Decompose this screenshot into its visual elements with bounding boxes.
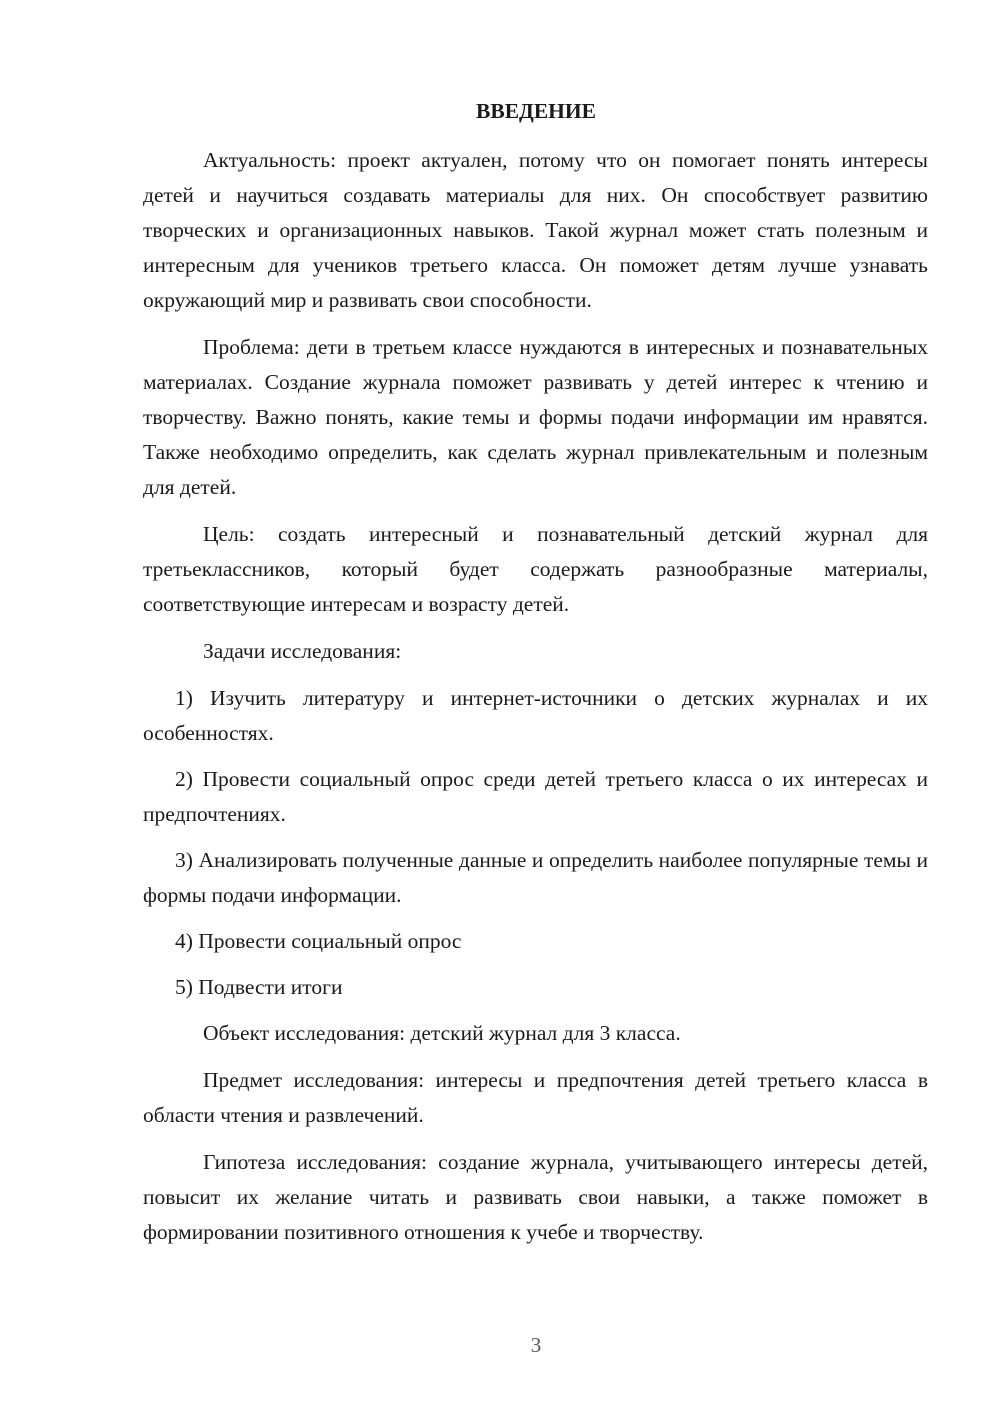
task-item-2: 2) Провести социальный опрос среди детей третьего класса о их интересах и предпочтениях. bbox=[143, 767, 928, 826]
page-title: ВВЕДЕНИЕ bbox=[476, 99, 596, 123]
task-item-4: 4) Провести социальный опрос bbox=[175, 929, 462, 953]
paragraph-object: Объект исследования: детский журнал для 3 класса. bbox=[203, 1021, 681, 1045]
task-item-5: 5) Подвести итоги bbox=[175, 975, 343, 999]
page-number: 3 bbox=[530, 1333, 542, 1357]
paragraph-hypothesis: Гипотеза исследования: создание журнала, учитывающего интересы детей, повысит их желание читать и развивать свои навыки, а также поможет в формировании позитивного отношения к учебе и творчеству. bbox=[143, 1150, 928, 1244]
document-page bbox=[143, 96, 928, 1262]
paragraph-relevance: Актуальность: проект актуален, потому что он помогает понять интересы детей и научиться создавать материалы для них. Он способствует развитию творческих и организационных навыков. Такой журнал может стать полезным и интересным для учеников третьего класса. Он поможет детям лучше узнавать окружающий мир и развивать свои способности. bbox=[143, 148, 928, 312]
task-item-3: 3) Анализировать полученные данные и определить наиболее популярные темы и формы подачи информации. bbox=[143, 848, 928, 907]
paragraph-problem: Проблема: дети в третьем классе нуждаются в интересных и познавательных материалах. Создание журнала поможет развивать у детей интерес к чтению и творчеству. Важно понять, какие темы и формы подачи информации им нравятся. Также необходимо определить, как сделать журнал привлекательным и полезным для детей. bbox=[143, 335, 928, 499]
paragraph-tasks-heading: Задачи исследования: bbox=[203, 639, 402, 663]
paragraph-goal: Цель: создать интересный и познавательный детский журнал для третьеклассников, который будет содержать разнообразные материалы, соответствующие интересам и возрасту детей. bbox=[143, 522, 928, 616]
paragraph-subject: Предмет исследования: интересы и предпочтения детей третьего класса в области чтения и развлечений. bbox=[143, 1068, 928, 1127]
task-item-1: 1) Изучить литературу и интернет-источники о детских журналах и их особенностях. bbox=[143, 686, 928, 745]
